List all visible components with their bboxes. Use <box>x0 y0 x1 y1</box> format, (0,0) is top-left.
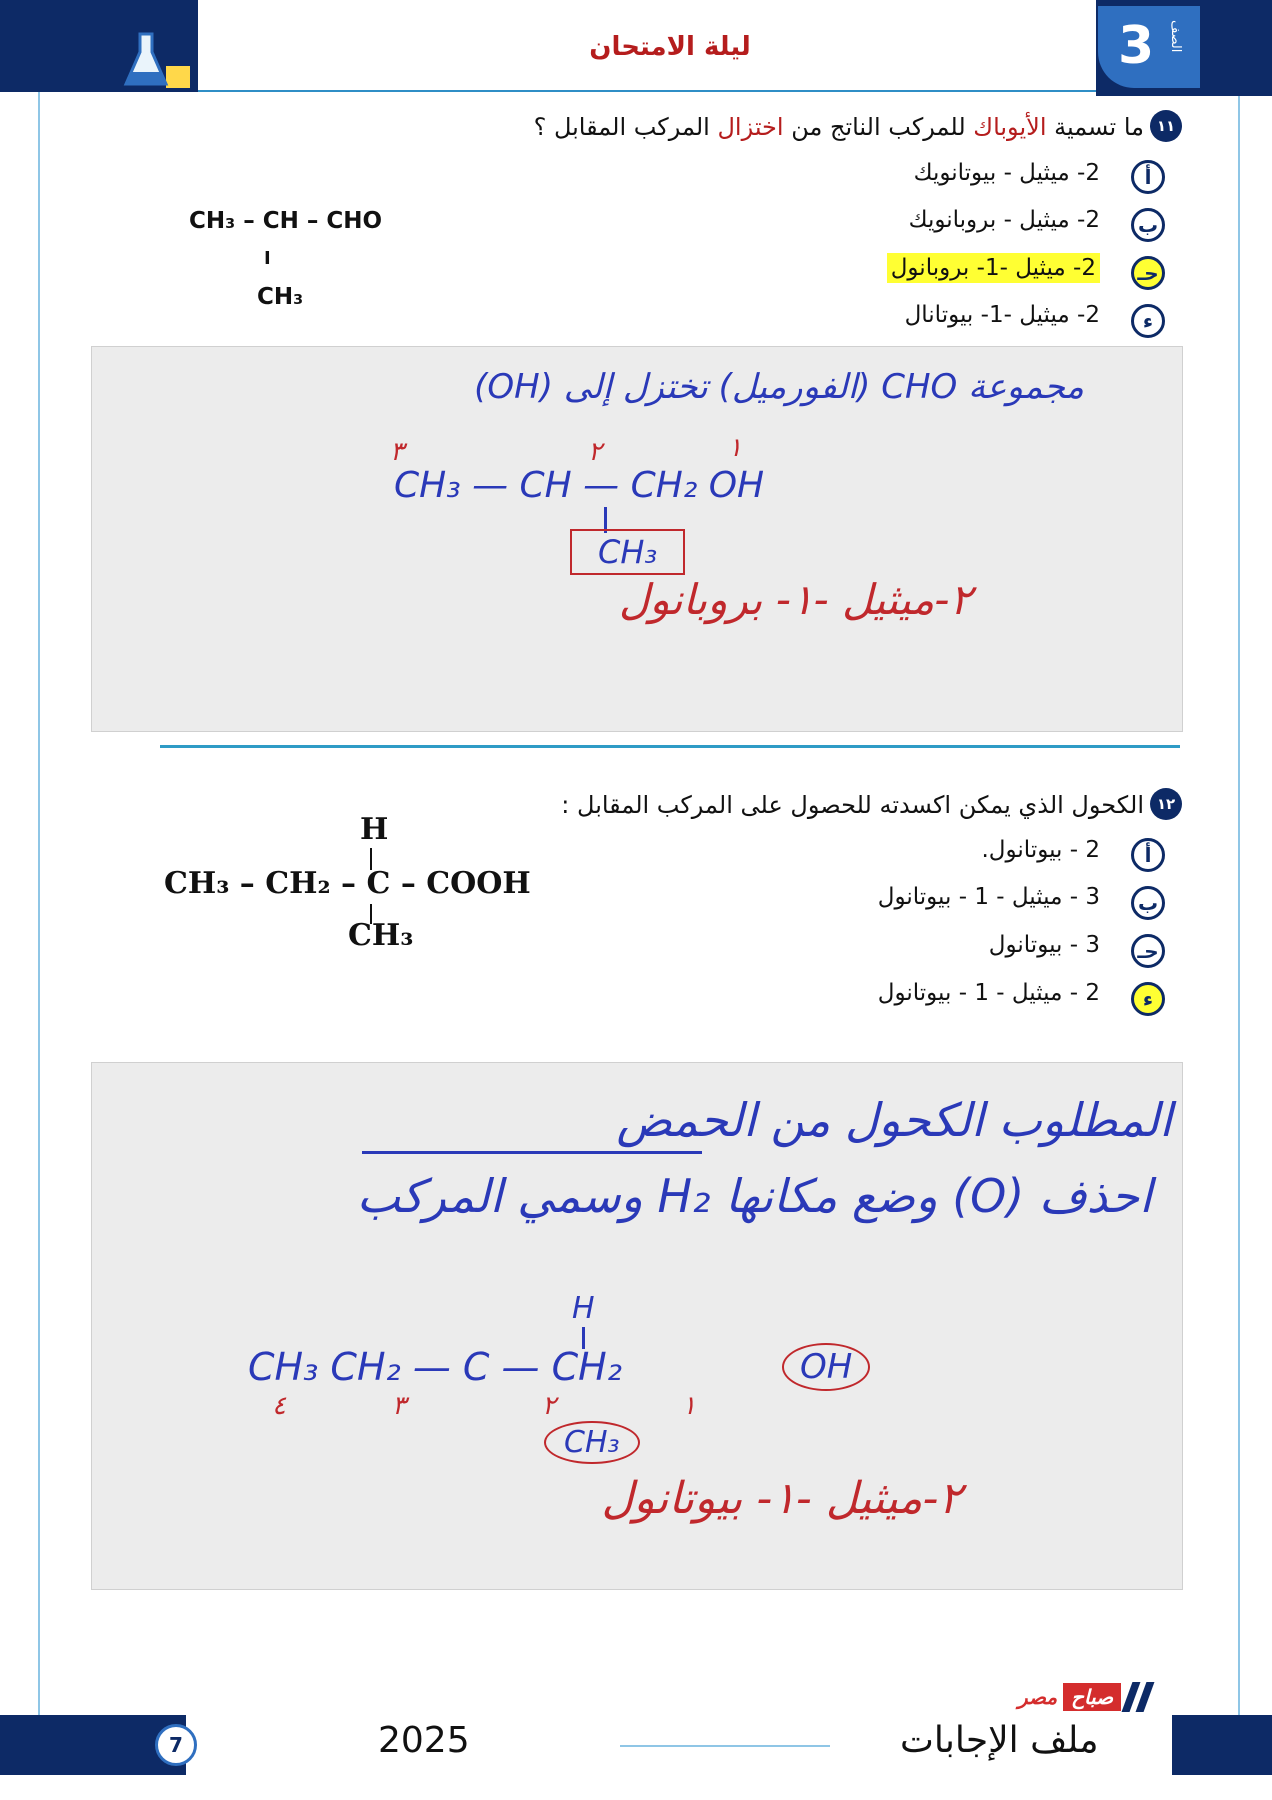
q11-keyword-reduction: اختزال <box>717 113 784 141</box>
q12-note-underline <box>362 1151 702 1154</box>
q12-note-line1: المطلوب الكحول من الحمض <box>616 1093 1172 1147</box>
q11-note-name: ٢-ميثيل -١- بروبانول <box>618 575 972 624</box>
q11-text-part: ما تسمية <box>1046 113 1144 141</box>
grade-badge <box>1098 6 1200 88</box>
question-12-text: الكحول الذي يمكن اكسدته للحصول على المركب المقابل : <box>561 791 1144 819</box>
page-number: 7 <box>155 1724 197 1766</box>
header-left-bar <box>0 0 198 92</box>
q11-keyword-iupac: الأيوباك <box>973 113 1047 141</box>
q12-formula-main: CH₃ – CH₂ – C – COOH <box>164 866 531 901</box>
q11-option-c-correct: 2- ميثيل -1- بروبانول <box>887 253 1100 283</box>
q12-note-name: ٢-ميثيل -١- بيوتانول <box>601 1473 962 1524</box>
q11-carbon-3: ٣ <box>390 437 404 467</box>
q12-carbon-3: ٣ <box>392 1391 406 1421</box>
q11-note-line1: مجموعة CHO (الفورميل) تختزل إلى (OH) <box>474 367 1084 407</box>
option-circle-a: أ <box>1131 838 1165 872</box>
question-number-11: ١١ <box>1150 110 1182 142</box>
q11-answer-photo <box>91 346 1183 732</box>
q11-option-d: 2- ميثيل -1- بيوتانال <box>904 302 1100 328</box>
flask-icon <box>122 30 194 92</box>
q11-formula-bond: I <box>264 248 271 269</box>
logo-text-sabah: صباح <box>1063 1683 1121 1711</box>
q11-note-structure: CH₃ — CH — CH₂ OH <box>394 465 765 506</box>
q12-note-branch: CH₃ <box>544 1421 640 1464</box>
q11-text-part: للمركب الناتج من <box>783 113 974 141</box>
q11-formula-branch: CH₃ <box>257 284 304 310</box>
q12-note-top-h: H <box>572 1291 595 1326</box>
q12-note-oh: OH <box>782 1343 870 1391</box>
q12-option-d: 2 - ميثيل - 1 - بيوتانول <box>877 980 1100 1006</box>
publisher-logo <box>1018 1680 1149 1714</box>
right-margin-line <box>1238 96 1240 1736</box>
q12-carbon-4: ٤ <box>272 1391 286 1421</box>
option-circle-b: ب <box>1131 208 1165 242</box>
q11-formula-main: CH₃ – CH – CHO <box>189 208 383 234</box>
option-circle-c: حـ <box>1131 256 1165 290</box>
option-circle-c: حـ <box>1131 934 1165 968</box>
logo-text-masr: مصر <box>1018 1685 1058 1709</box>
q11-carbon-1: ١ <box>728 433 742 463</box>
q12-option-a: 2 - بيوتانول. <box>981 837 1100 863</box>
q11-carbon-2: ٢ <box>588 437 602 467</box>
q11-option-a: 2- ميثيل - بيوتانويك <box>913 160 1100 186</box>
option-circle-d-correct: ء <box>1131 982 1165 1016</box>
q12-carbon-2: ٢ <box>542 1391 556 1421</box>
footer-rule <box>620 1745 830 1747</box>
q12-option-b: 3 - ميثيل - 1 - بيوتانول <box>877 884 1100 910</box>
q12-carbon-1: ١ <box>682 1391 696 1421</box>
page-title: ليلة الامتحان <box>589 32 751 62</box>
q11-note-branch: CH₃ <box>570 529 685 575</box>
footer-right-bar <box>1172 1715 1272 1775</box>
left-margin-line <box>38 92 40 1732</box>
grade-label: الصف <box>1168 20 1183 53</box>
footer-year: 2025 <box>378 1720 470 1761</box>
q12-formula-bottom: CH₃ <box>348 918 414 953</box>
footer-title: ملف الإجابات <box>900 1720 1099 1761</box>
option-circle-b: ب <box>1131 886 1165 920</box>
q12-formula-top: H <box>360 812 389 847</box>
header-rule <box>198 90 1096 92</box>
q12-note-line2: احذف (O) وضع مكانها H₂ وسمي المركب <box>356 1169 1152 1223</box>
grade-number: 3 <box>1118 16 1155 76</box>
question-11-text <box>534 113 1144 141</box>
option-circle-d: ء <box>1131 304 1165 338</box>
q12-option-c: 3 - بيوتانول <box>988 932 1100 958</box>
q12-note-structure: CH₃ CH₂ — C — CH₂ <box>248 1345 622 1389</box>
q11-option-b: 2- ميثيل - بروبانويك <box>908 207 1100 233</box>
q12-answer-photo <box>91 1062 1183 1590</box>
option-circle-a: أ <box>1131 160 1165 194</box>
question-number-12: ١٢ <box>1150 788 1182 820</box>
question-separator <box>160 745 1180 748</box>
q11-text-part: المركب المقابل ؟ <box>533 113 718 141</box>
